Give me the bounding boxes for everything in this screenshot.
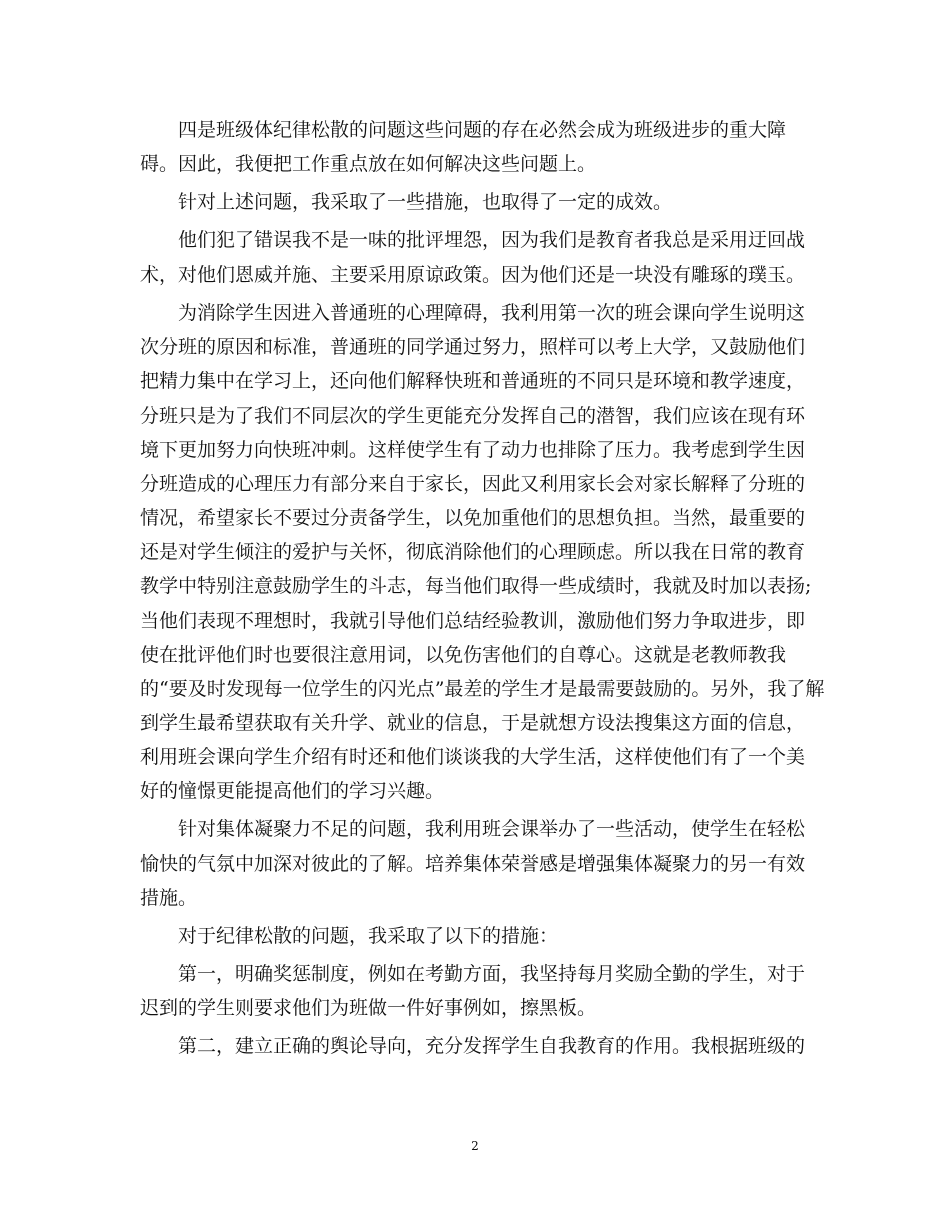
text-line: 利用班会课向学生介绍有时还和他们谈谈我的大学生活，这样使他们有了一个美 [140,746,806,768]
text-line: 次分班的原因和标准，普通班的同学通过努力，照样可以考上大学，又鼓励他们 [140,336,806,358]
text-line: 第二，建立正确的舆论导向，充分发挥学生自我教育的作用。我根据班级的 [178,1035,806,1057]
text-line: 第一，明确奖惩制度，例如在考勤方面，我坚持每月奖励全勤的学生，对于 [178,963,806,985]
text-line: 还是对学生倾注的爱护与关怀，彻底消除他们的心理顾虑。所以我在日常的教育 [140,541,806,563]
page-number: 2 [471,1139,479,1153]
text-line: 当他们表现不理想时，我就引导他们总结经验教训，激励他们努力争取进步，即 [140,610,806,632]
text-line: 迟到的学生则要求他们为班做一件好事例如，擦黑板。 [140,997,597,1019]
text-line: 到学生最希望获取有关升学、就业的信息，于是就想方设法搜集这方面的信息， [140,712,806,734]
text-line: 针对集体凝聚力不足的问题，我利用班会课举办了一些活动，使学生在轻松 [178,818,806,840]
text-line: 措施。 [140,887,198,909]
text-line: 境下更加努力向快班冲刺。这样使学生有了动力也排除了压力。我考虑到学生因 [140,439,806,461]
text-line: 对于纪律松散的问题，我采取了以下的措施： [178,925,559,947]
text-line: 使在批评他们时也要很注意用词，以免伤害他们的自尊心。这就是老教师教我 [140,644,787,666]
text-line: 教学中特别注意鼓励学生的斗志，每当他们取得一些成绩时，我就及时加以表扬; [140,575,812,597]
text-line: 针对上述问题，我采取了一些措施，也取得了一定的成效。 [178,191,673,213]
text-line: 的“要及时发现每一位学生的闪光点”最差的学生才是最需要鼓励的。另外，我了解 [140,678,825,700]
text-line: 分班只是为了我们不同层次的学生更能充分发挥自己的潜智，我们应该在现有环 [140,405,806,427]
text-line: 好的憧憬更能提高他们的学习兴趣。 [140,780,445,802]
text-line: 把精力集中在学习上，还向他们解释快班和普通班的不同只是环境和教学速度， [140,370,806,392]
text-line: 为消除学生因进入普通班的心理障碍，我利用第一次的班会课向学生说明这 [178,302,806,324]
text-line: 四是班级体纪律松散的问题这些问题的存在必然会成为班级进步的重大障 [178,119,787,141]
text-line: 他们犯了错误我不是一味的批评埋怨，因为我们是教育者我总是采用迂回战 [178,229,806,251]
text-line: 分班造成的心理压力有部分来自于家长，因此又利用家长会对家长解释了分班的 [140,473,806,495]
text-line: 术，对他们恩威并施、主要采用原谅政策。因为他们还是一块没有雕琢的璞玉。 [140,264,806,286]
text-line: 愉快的气氛中加深对彼此的了解。培养集体荣誉感是增强集体凝聚力的另一有效 [140,853,806,875]
text-line: 碍。因此，我便把工作重点放在如何解决这些问题上。 [140,153,597,175]
text-line: 情况，希望家长不要过分责备学生，以免加重他们的思想负担。当然，最重要的 [140,507,806,529]
